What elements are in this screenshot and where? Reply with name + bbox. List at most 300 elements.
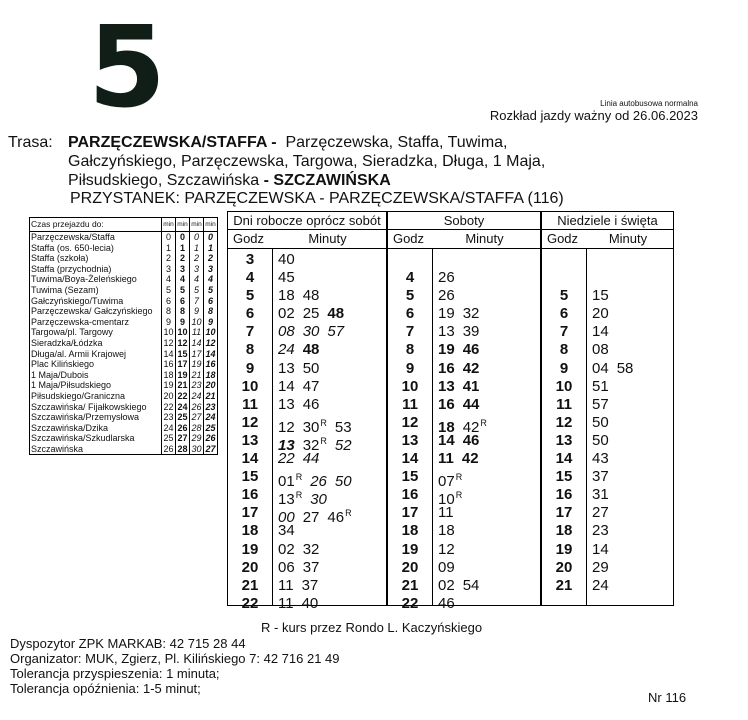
travel-time-value: 21 — [205, 390, 216, 401]
travel-time-row — [30, 317, 217, 328]
minute-value: 16 — [438, 359, 455, 377]
minute-value: 18 — [278, 287, 295, 305]
schedule-minute — [592, 432, 609, 449]
schedule-row — [542, 305, 673, 323]
schedule-row — [388, 360, 540, 378]
schedule-hour: 4 — [405, 269, 415, 287]
minute-value: 07 — [438, 473, 455, 491]
schedule-minute — [592, 341, 609, 358]
schedule-hour: 8 — [245, 341, 255, 359]
schedule-row — [228, 305, 386, 323]
schedule-hour: 19 — [555, 540, 573, 558]
schedule-minute — [278, 595, 294, 612]
schedule-minute — [463, 577, 480, 594]
min-col-header: min — [176, 218, 190, 232]
schedule-minute — [278, 269, 295, 286]
travel-time-value: 14 — [191, 337, 202, 348]
travel-time-value: 5 — [204, 285, 218, 296]
schedule-hour — [388, 251, 432, 269]
route-line1: Parzęczewska, Staffa, Tuwima, — [285, 134, 508, 151]
schedule-hour: 6 — [405, 305, 415, 323]
travel-time-value: 6 — [162, 296, 176, 307]
travel-time-value: 25 — [163, 433, 174, 444]
minute-value: 14 — [592, 323, 609, 341]
schedule-minute — [592, 360, 609, 377]
minutes-header: Minuty — [308, 231, 347, 246]
minute-value: 06 — [278, 558, 295, 576]
minute-value: 08 — [278, 323, 295, 341]
minute-value: 23 — [592, 522, 609, 540]
schedule-minute — [303, 287, 320, 304]
schedule-hour: 21 — [401, 576, 419, 594]
minute-value: 44 — [462, 395, 480, 413]
travel-time-value: 3 — [176, 264, 190, 275]
minute-value: 32 — [302, 540, 320, 558]
schedule-minute — [303, 450, 320, 467]
sunday-title: Niedziele i święta — [542, 212, 673, 230]
travel-time-value: 26 — [163, 443, 174, 454]
minute-value: 04 — [592, 359, 609, 377]
travel-time-row — [30, 370, 217, 381]
minute-value: 02 — [278, 540, 295, 558]
schedule-minute — [278, 396, 295, 413]
schedule-minute — [438, 396, 455, 413]
travel-time-value: 20 — [163, 390, 174, 401]
schedule-hour: 15 — [241, 468, 259, 486]
route-variant-mark: R — [455, 472, 463, 483]
schedule-minute — [592, 305, 609, 322]
schedule-hour: 5 — [405, 287, 415, 305]
line-number: 5 — [88, 3, 164, 133]
schedule-minute — [592, 396, 609, 413]
travel-time-value: 5 — [190, 285, 204, 296]
travel-time-value: 10 — [163, 327, 174, 338]
travel-time-table — [29, 217, 218, 455]
schedule-hour: 19 — [241, 540, 259, 558]
schedule-hour: 18 — [241, 522, 259, 540]
stop-name: PRZYSTANEK: PARZĘCZEWSKA - PARZĘCZEWSKA/STAFFA (116) — [70, 190, 564, 207]
schedule-hour: 11 — [402, 395, 418, 413]
schedule-row — [228, 341, 386, 359]
hour-header: Godz — [232, 231, 265, 246]
travel-time-row — [30, 232, 217, 243]
travel-time-value: 2 — [204, 253, 218, 264]
travel-time-value: 15 — [177, 348, 188, 359]
schedule-hour: 19 — [401, 540, 419, 558]
travel-time-row — [30, 253, 217, 264]
minute-value: 57 — [592, 395, 609, 413]
schedule-hour: 8 — [405, 341, 415, 359]
schedule-minute — [463, 396, 480, 413]
travel-time-stop: 1 Maja/Dubois — [31, 369, 89, 380]
minute-value: 16 — [438, 395, 455, 413]
minute-value: 09 — [438, 558, 455, 576]
travel-time-value: 30 — [191, 443, 202, 454]
minute-value: 48 — [302, 287, 320, 305]
travel-time-value: 25 — [177, 412, 188, 423]
schedule-hour: 12 — [555, 413, 573, 431]
tolerance-late: Tolerancja opóźnienia: 1-5 minut; — [10, 681, 201, 696]
dispatcher-info: Dyspozytor ZPK MARKAB: 42 715 28 44 — [10, 636, 246, 651]
schedule-row — [228, 486, 386, 509]
minute-value: 37 — [301, 576, 319, 594]
schedule-row — [542, 396, 673, 414]
travel-time-value: 14 — [205, 348, 216, 359]
hour-header: Godz — [392, 231, 425, 246]
minute-value: 14 — [592, 540, 609, 558]
travel-time-value: 2 — [190, 253, 204, 264]
minute-value: 42 — [461, 450, 479, 468]
schedule-row — [388, 251, 540, 269]
travel-time-value: 9 — [176, 317, 190, 328]
travel-time-value: 27 — [177, 433, 188, 444]
schedule-hour: 10 — [555, 377, 573, 395]
schedule-row — [388, 323, 540, 341]
schedule-row — [388, 559, 540, 577]
travel-time-value: 4 — [176, 274, 190, 285]
schedule-minute — [463, 305, 480, 322]
schedule-row — [542, 378, 673, 396]
minute-value: 29 — [592, 558, 609, 576]
schedule-row — [542, 323, 673, 341]
minute-value: 48 — [302, 341, 320, 359]
schedule-row — [228, 287, 386, 305]
schedule-hour — [542, 269, 586, 287]
schedule-row — [388, 378, 540, 396]
travel-time-row — [30, 264, 217, 275]
schedule-minute — [462, 450, 479, 467]
travel-time-value: 3 — [162, 264, 176, 275]
travel-time-value: 26 — [205, 433, 216, 444]
schedule-minute — [278, 287, 295, 304]
travel-time-stop: Parzęczewska/Staffa — [31, 232, 115, 242]
travel-time-header: Czas przejazdu do: — [30, 218, 162, 232]
minute-value: 50 — [334, 473, 352, 491]
schedule-hour: 6 — [245, 305, 255, 323]
travel-time-value: 28 — [177, 443, 188, 454]
schedule-minute — [438, 269, 455, 286]
schedule-minute — [303, 323, 320, 340]
route-variant-mark: R — [480, 417, 487, 428]
schedule-row — [542, 251, 673, 269]
schedule-minute — [463, 341, 480, 358]
schedule-hour: 21 — [241, 576, 259, 594]
travel-time-row — [30, 412, 217, 423]
minute-value: 46 — [462, 341, 480, 359]
hour-header: Godz — [546, 231, 579, 246]
travel-time-stop: Szczawińska/Dzika — [31, 422, 109, 433]
travel-time-stop: Plac Kilińskiego — [31, 359, 95, 370]
schedule-hour: 20 — [241, 558, 259, 576]
route-variant-mark: R — [455, 490, 463, 501]
minute-value: 14 — [438, 431, 455, 449]
minute-value: 46 — [462, 431, 480, 449]
minute-value: 46 — [302, 395, 320, 413]
schedule-hour: 20 — [555, 558, 573, 576]
minute-value: 13 — [438, 323, 455, 341]
travel-time-value: 8 — [204, 306, 218, 317]
travel-time-value: 5 — [162, 285, 176, 296]
schedule-hour: 13 — [401, 431, 419, 449]
schedule-hour: 5 — [245, 287, 255, 305]
schedule-minute — [278, 305, 295, 322]
minutes-header: Minuty — [608, 231, 648, 246]
schedule-hour: 9 — [245, 359, 255, 377]
travel-time-value: 4 — [204, 274, 218, 285]
travel-time-value: 3 — [190, 264, 204, 275]
schedule-minute — [592, 504, 609, 521]
travel-time-value: 22 — [177, 390, 188, 401]
travel-time-value: 21 — [177, 380, 188, 391]
travel-time-value: 5 — [176, 285, 190, 296]
travel-time-stop: Szczawińska/Szkudlarska — [31, 433, 135, 444]
travel-time-value: 0 — [176, 232, 190, 243]
schedule-hour: 17 — [555, 504, 573, 522]
schedule-row — [228, 504, 386, 527]
schedule-hour: 16 — [241, 486, 259, 504]
travel-time-value: 29 — [191, 433, 202, 444]
saturday-title: Soboty — [388, 212, 540, 230]
sunday-rows — [542, 251, 673, 595]
travel-time-value: 26 — [177, 422, 188, 433]
minute-value: 32 — [462, 305, 480, 323]
schedule-minute — [335, 437, 352, 454]
schedule-hour: 21 — [555, 576, 573, 594]
travel-time-value: 1 — [204, 243, 218, 254]
minute-value: 26 — [438, 269, 455, 287]
schedule-row — [542, 577, 673, 595]
schedule-minute — [438, 378, 455, 395]
schedule-minute — [463, 378, 480, 395]
travel-time-stop: Targowa/pl. Targowy — [31, 327, 113, 338]
schedule-row — [388, 504, 540, 522]
travel-time-row — [30, 359, 217, 370]
schedule-hour: 18 — [555, 522, 573, 540]
schedule-hour: 9 — [405, 359, 415, 377]
travel-time-value: 23 — [163, 412, 174, 423]
travel-time-value: 9 — [190, 306, 204, 317]
travel-time-value: 24 — [163, 422, 174, 433]
travel-time-row — [30, 274, 217, 285]
schedule-row — [542, 559, 673, 577]
organizer-info: Organizator: MUK, Zgierz, Pl. Kilińskiego 7: 42 716 21 49 — [10, 651, 340, 666]
route-variant-mark: R — [320, 417, 327, 428]
minute-value: 54 — [462, 576, 480, 594]
minutes-header: Minuty — [465, 231, 504, 246]
schedule-row — [542, 269, 673, 287]
schedule-row — [542, 541, 673, 559]
schedule-hour: 22 — [401, 594, 419, 612]
route-line3: Piłsudskiego, Szczawińska — [68, 172, 260, 189]
schedule-minute — [303, 360, 320, 377]
minute-value: 41 — [462, 377, 480, 395]
minute-value: 26 — [310, 473, 327, 491]
timetable — [227, 211, 674, 612]
line-type-label: Linia autobusowa normalna — [600, 99, 698, 108]
minute-value: 50 — [592, 431, 609, 449]
schedule-minute — [438, 541, 455, 558]
travel-time-value: 1 — [190, 243, 204, 254]
travel-time-value: 10 — [177, 327, 188, 338]
schedule-hour: 14 — [555, 450, 573, 468]
schedule-row — [228, 577, 386, 595]
minute-value: 26 — [438, 287, 455, 305]
travel-time-row — [30, 402, 217, 413]
travel-time-value: 6 — [176, 296, 190, 307]
min-col-header: min — [162, 218, 176, 232]
schedule-minute — [303, 378, 320, 395]
sunday-column — [542, 212, 673, 605]
travel-time-value: 3 — [204, 264, 218, 275]
schedule-row — [388, 432, 540, 450]
schedule-hour: 10 — [401, 377, 419, 395]
route-end: - SZCZAWIŃSKA — [263, 172, 391, 189]
travel-time-value: 16 — [163, 359, 174, 370]
minute-value: 37 — [302, 558, 320, 576]
travel-time-value: 24 — [191, 390, 202, 401]
schedule-minute — [303, 305, 320, 322]
minute-value: 51 — [592, 377, 609, 395]
schedule-minute — [438, 360, 455, 377]
minute-value: 11 — [278, 576, 294, 594]
minute-value: 19 — [438, 341, 455, 359]
travel-time-value: 18 — [163, 369, 174, 380]
travel-time-value: 17 — [191, 348, 202, 359]
travel-time-value: 10 — [205, 327, 216, 338]
schedule-row — [388, 341, 540, 359]
travel-time-row — [30, 296, 217, 307]
travel-time-stop: Gałczyńskiego/Tuwima — [31, 295, 124, 306]
schedule-hour: 22 — [241, 594, 259, 612]
travel-time-value: 27 — [191, 412, 202, 423]
schedule-row — [228, 269, 386, 287]
minute-value: 30 — [302, 323, 320, 341]
travel-time-value: 28 — [191, 422, 202, 433]
schedule-minute — [438, 559, 455, 576]
minute-value: 50 — [302, 359, 320, 377]
schedule-row — [388, 396, 540, 414]
minute-value: 31 — [592, 486, 609, 504]
schedule-minute — [438, 522, 455, 539]
minute-value: 18 — [438, 522, 455, 540]
route-variant-mark: R — [295, 490, 303, 501]
travel-time-value: 8 — [176, 306, 190, 317]
schedule-hour: 17 — [241, 504, 259, 522]
schedule-minute — [438, 432, 455, 449]
minute-value: 32 — [302, 436, 320, 454]
schedule-minute — [278, 323, 295, 340]
schedule-minute — [592, 559, 609, 576]
minute-value: 37 — [592, 468, 609, 486]
schedule-hour: 14 — [241, 450, 259, 468]
minute-value: 02 — [438, 576, 455, 594]
travel-time-value: 1 — [162, 243, 176, 254]
minute-value: 24 — [278, 341, 295, 359]
minute-value: 11 — [278, 594, 294, 612]
travel-time-value: 6 — [204, 296, 218, 307]
travel-time-value: 9 — [162, 317, 176, 328]
schedule-minute — [438, 305, 455, 322]
minute-value: 20 — [592, 305, 609, 323]
minute-value: 02 — [278, 305, 295, 323]
schedule-minute — [302, 577, 319, 594]
minute-value: 12 — [278, 418, 295, 436]
minute-value: 14 — [278, 377, 295, 395]
minute-value: 19 — [438, 305, 455, 323]
travel-time-value: 23 — [205, 401, 216, 412]
schedule-minute — [303, 396, 320, 413]
route-start: PARZĘCZEWSKA/STAFFA - — [68, 134, 277, 151]
travel-time-value: 4 — [162, 274, 176, 285]
minute-value: 13 — [278, 491, 295, 509]
travel-time-stop: Staffa (os. 650-lecia) — [31, 242, 114, 253]
schedule-hour: 20 — [401, 558, 419, 576]
travel-time-value: 0 — [162, 232, 176, 243]
travel-time-stop: Długa/al. Armii Krajowej — [31, 348, 127, 359]
travel-time-value: 2 — [176, 253, 190, 264]
schedule-row — [542, 468, 673, 486]
schedule-minute — [278, 577, 294, 594]
travel-time-value: 12 — [163, 337, 174, 348]
travel-time-value: 10 — [191, 316, 202, 327]
schedule-minute — [303, 559, 320, 576]
travel-time-row — [30, 285, 217, 296]
route-line2: Gałczyńskiego, Parzęczewska, Targowa, Sieradzka, Długa, 1 Maja, — [68, 153, 546, 170]
travel-time-value: 26 — [191, 401, 202, 412]
weekday-rows — [228, 251, 386, 613]
minute-value: 13 — [278, 436, 295, 454]
travel-time-stop: Parzęczewska/ Gałczyńskiego — [31, 306, 153, 317]
schedule-minute — [303, 541, 320, 558]
schedule-minute — [278, 251, 295, 268]
minute-value: 43 — [592, 450, 609, 468]
minute-value: 39 — [462, 323, 480, 341]
schedule-hour: 10 — [241, 377, 259, 395]
schedule-row — [542, 450, 673, 468]
travel-time-stop: Tuwima (Sezam) — [31, 284, 99, 295]
schedule-minute — [278, 559, 295, 576]
minute-value: 15 — [592, 287, 609, 305]
schedule-row — [542, 287, 673, 305]
minute-value: 45 — [278, 269, 295, 287]
schedule-row — [228, 323, 386, 341]
schedule-minute — [438, 450, 454, 467]
schedule-minute — [592, 378, 609, 395]
schedule-row — [228, 431, 386, 454]
schedule-minute — [592, 450, 609, 467]
schedule-row — [388, 541, 540, 559]
schedule-row — [388, 287, 540, 305]
schedule-row — [542, 504, 673, 522]
legend: R - kurs przez Rondo L. Kaczyńskiego — [261, 620, 483, 635]
schedule-row — [388, 450, 540, 468]
minute-value: 42 — [462, 359, 480, 377]
travel-time-value: 11 — [190, 327, 204, 338]
route-label: Trasa: — [8, 134, 53, 151]
schedule-minute — [463, 432, 480, 449]
schedule-minute — [592, 323, 609, 340]
schedule-minute — [335, 473, 352, 490]
schedule-row — [228, 559, 386, 577]
schedule-row — [388, 595, 540, 613]
travel-time-value: 4 — [190, 274, 204, 285]
schedule-row — [388, 413, 540, 436]
schedule-minute — [592, 287, 609, 304]
weekday-title: Dni robocze oprócz sobót — [228, 212, 386, 230]
schedule-minute — [617, 360, 634, 377]
schedule-row — [228, 251, 386, 269]
minute-value: 46 — [327, 509, 345, 527]
